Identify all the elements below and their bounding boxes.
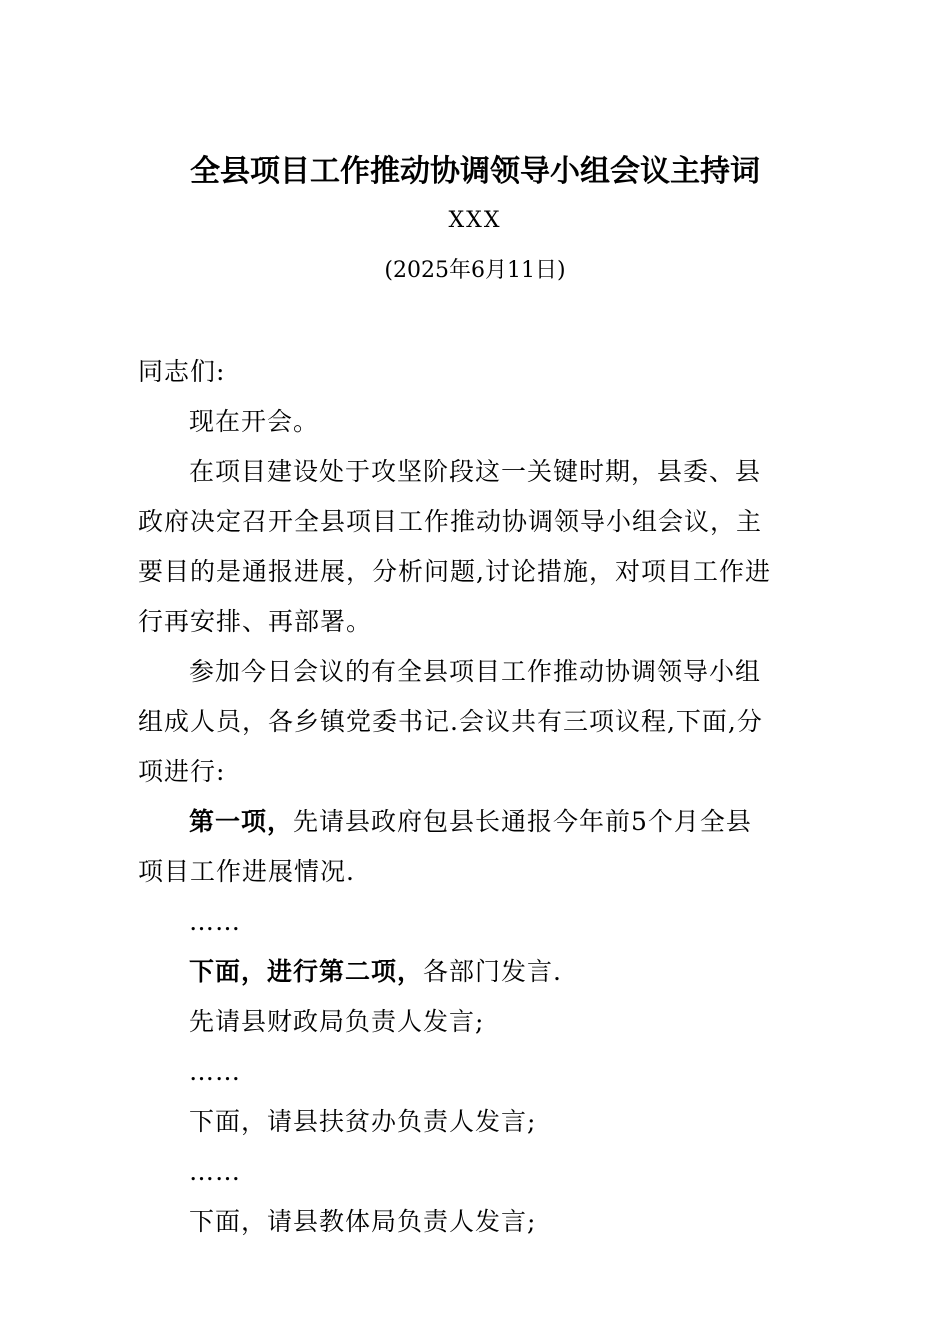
- document-body: [138, 347, 774, 1247]
- salutation: 同志们:: [138, 357, 226, 386]
- document-title: 全县项目工作推动协调领导小组会议主持词: [190, 154, 760, 189]
- item-one-heading: 第一项，: [189, 807, 294, 836]
- paragraph-education-bureau: 下面，请县教体局负责人发言;: [189, 1207, 537, 1236]
- paragraph-item-one: [138, 797, 774, 897]
- paragraph-finance-bureau: 先请县财政局负责人发言;: [189, 1007, 485, 1036]
- paragraph-purpose: 在项目建设处于攻坚阶段这一关键时期，县委、县政府决定召开全县项目工作推动协调领导小组会议，主要目的是通报进展，分析问题,讨论措施，对项目工作进行再安排、再部署。: [138, 457, 771, 636]
- paragraph-attendees: 参加今日会议的有全县项目工作推动协调领导小组组成人员，各乡镇党委书记.会议共有三项议程,下面,分项进行:: [138, 657, 763, 786]
- ellipsis-line: ……: [189, 907, 241, 936]
- paragraph-opening: 现在开会。: [189, 407, 320, 436]
- paragraph-item-two: [138, 947, 774, 997]
- item-two-heading: 下面，进行第二项，: [189, 957, 424, 986]
- document-date: (2025年6月11日): [384, 258, 566, 283]
- paragraph-poverty-office: 下面，请县扶贫办负责人发言;: [189, 1107, 537, 1136]
- item-one-text: 先请县政府包县长通报今年前5个月全县项目工作进展情况.: [138, 807, 752, 886]
- ellipsis-line: ……: [189, 1057, 241, 1086]
- item-two-text: 各部门发言.: [423, 957, 562, 986]
- ellipsis-line: ……: [189, 1157, 241, 1186]
- document-author: XXX: [448, 208, 502, 233]
